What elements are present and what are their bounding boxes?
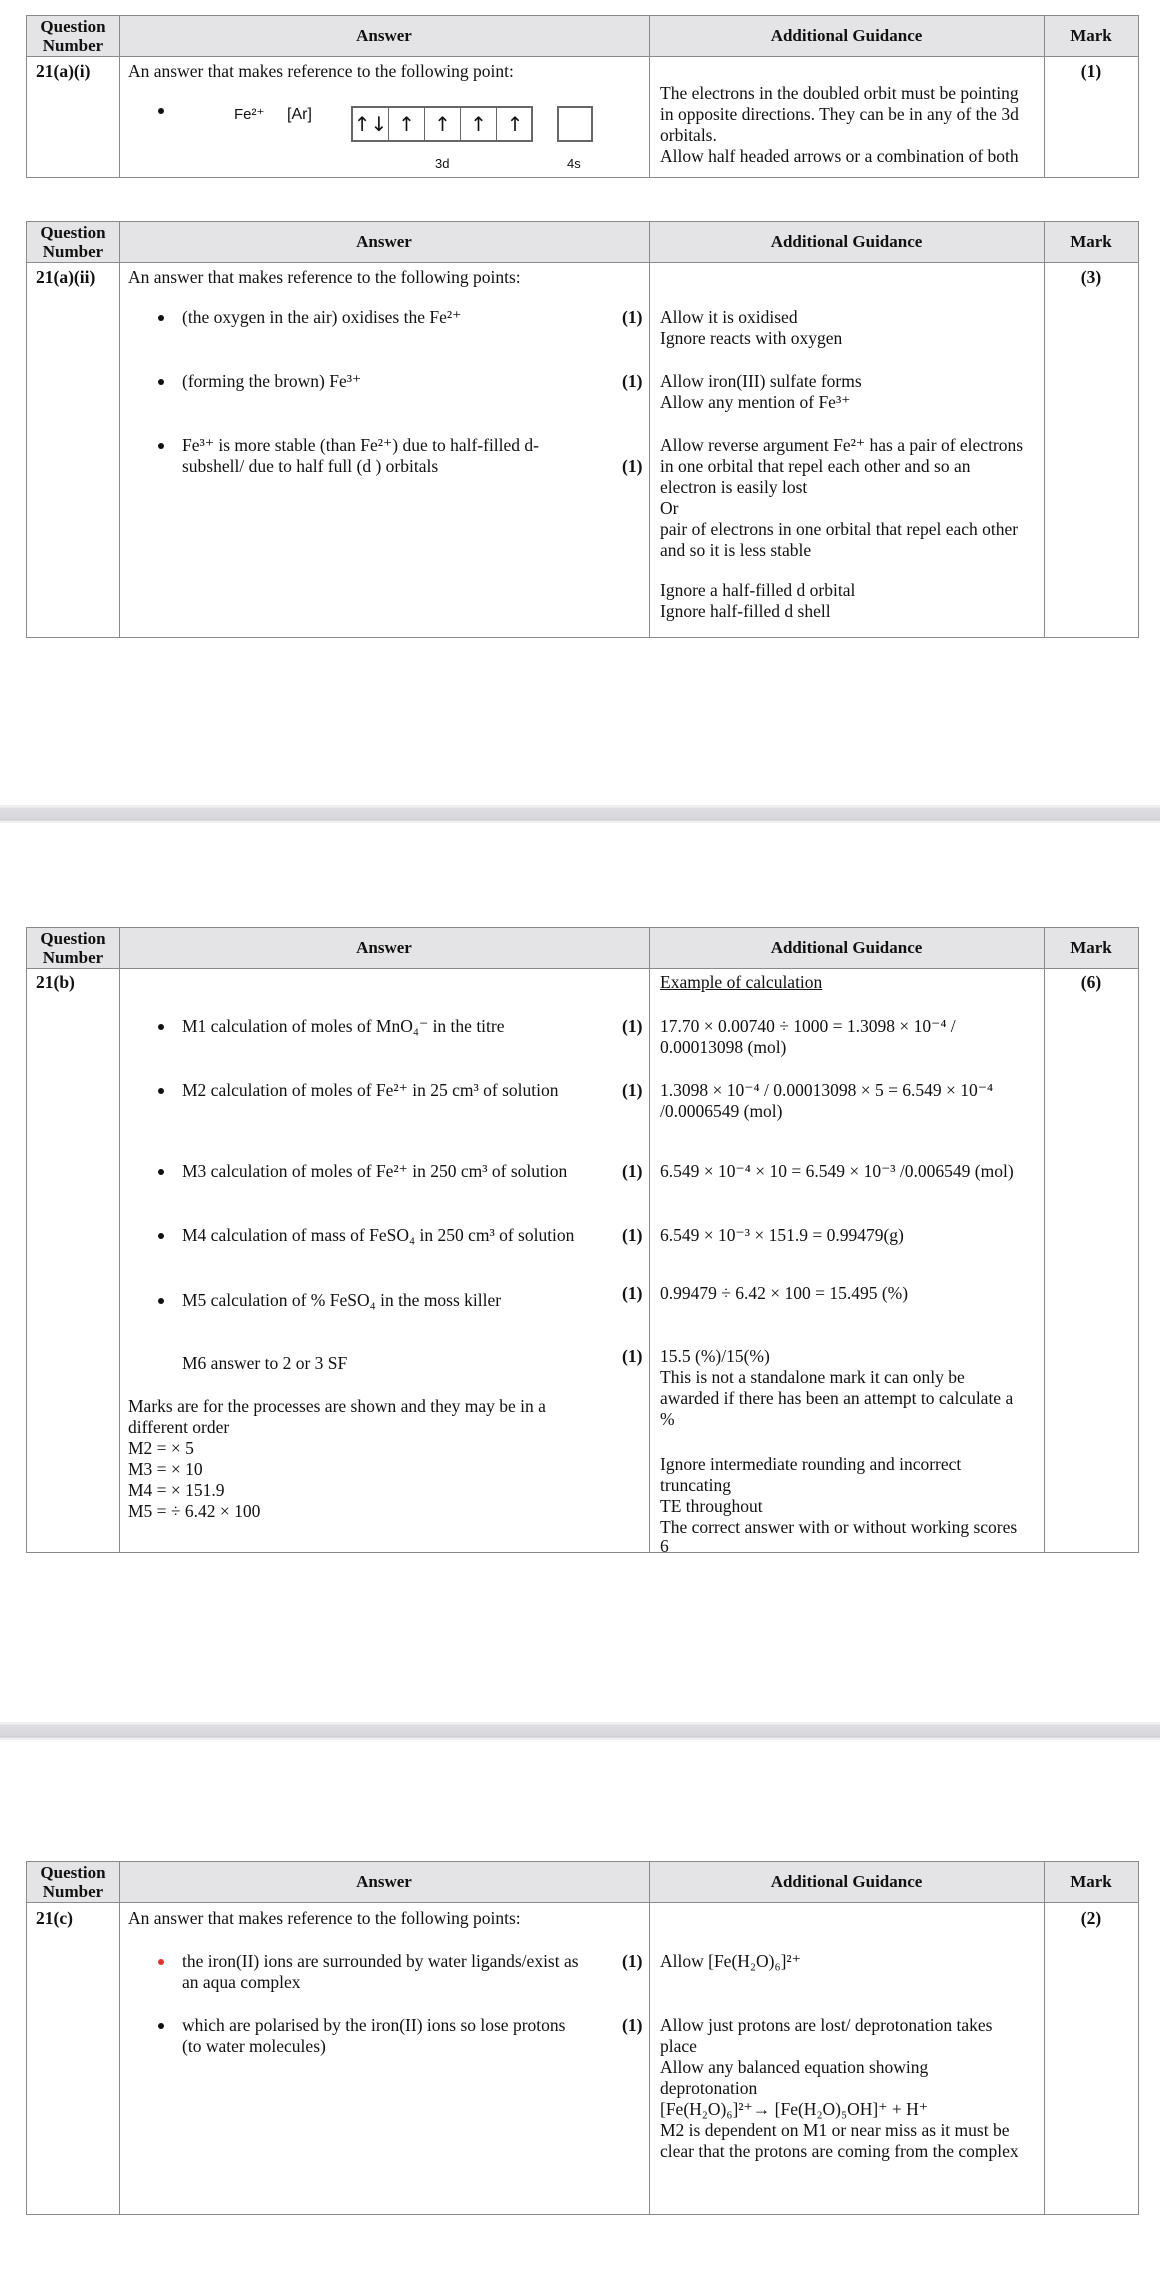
orbital-box: ↑ [425,108,461,140]
point-mark: (1) [622,307,643,327]
header-guidance: Additional Guidance [770,938,923,957]
column-divider [649,16,650,177]
column-divider [119,1862,120,2214]
bullet-icon-red [158,1959,164,1965]
header-question-number [27,1863,119,1901]
answer-point: (forming the brown) Fe³⁺ [182,371,362,391]
guidance-line: 6.549 × 10⁻⁴ × 10 = 6.549 × 10⁻³ /0.006549 (mol) [660,1161,1014,1181]
answer-intro: An answer that makes reference to the following points: [128,267,521,287]
guidance-line: Allow half headed arrows or a combination of both [660,146,1019,166]
header-label: Question [40,223,106,242]
guidance-line: The electrons in the doubled orbit must be pointing [660,83,1019,103]
answer-point: the iron(II) ions are surrounded by water ligands/exist as [182,1951,579,1971]
guidance-line: 0.00013098 (mol) [660,1037,787,1057]
note-line: Marks are for the processes are shown and they may be in a [128,1396,546,1416]
ion-label: Fe²⁺ [234,106,265,123]
guidance-line: 6 [660,1536,669,1556]
answer-point: M4 calculation of mass of FeSO₄ in 250 cm³ of solution [182,1225,575,1245]
header-label: Number [42,36,104,55]
mark-total: (2) [1080,1908,1102,1928]
header-label: Question [40,929,106,948]
orbital-box: ↑↓ [353,108,389,140]
question-number: 21(c) [36,1908,73,1928]
guidance-line: in opposite directions. They can be in any of the 3d [660,104,1019,124]
table-header [27,222,1138,263]
guidance-line: in one orbital that repel each other and so an [660,456,971,476]
guidance-line: and so it is less stable [660,540,812,560]
guidance-line: 6.549 × 10⁻³ × 151.9 = 0.99479(g) [660,1225,904,1245]
note-line: M3 = × 10 [128,1459,203,1479]
table-header [27,16,1138,57]
header-guidance: Additional Guidance [770,232,923,251]
header-label: Number [42,1882,104,1901]
column-divider [649,222,650,637]
column-divider [649,928,650,1552]
guidance-line: Allow iron(III) sulfate forms [660,371,862,391]
guidance-line: The correct answer with or without working scores [660,1517,1018,1537]
point-mark: (1) [622,1080,643,1100]
bullet-icon [158,315,164,321]
bullet-icon [158,1298,164,1304]
mark-table-21ai [26,15,1139,178]
mark-table-21c [26,1861,1139,2215]
header-answer: Answer [356,1872,412,1891]
bullet-icon [158,379,164,385]
page-separator [0,1722,1160,1740]
guidance-line: This is not a standalone mark it can only be [660,1367,965,1387]
bullet-icon [158,1233,164,1239]
guidance-line: 0.99479 ÷ 6.42 × 100 = 15.495 (%) [660,1283,909,1303]
guidance-line: TE throughout [660,1496,763,1516]
point-mark: (1) [622,1283,643,1303]
guidance-line: % [660,1409,675,1429]
guidance-line: Ignore reacts with oxygen [660,328,843,348]
page-separator [0,805,1160,823]
guidance-line: 15.5 (%)/15(%) [660,1346,770,1366]
header-question-number [27,223,119,261]
guidance-line: [Fe(H₂O)₆]²⁺→ [Fe(H₂O)₅OH]⁺ + H⁺ [660,2099,928,2119]
point-mark: (1) [622,1016,643,1036]
header-mark: Mark [1070,232,1112,251]
guidance-line: orbitals. [660,125,717,145]
orbital-3d-boxes [351,106,533,142]
core-label: [Ar] [287,106,312,123]
guidance-line: M2 is dependent on M1 or near miss as it must be [660,2120,1010,2140]
guidance-line: Allow any mention of Fe³⁺ [660,392,851,412]
mark-total: (1) [1080,61,1102,81]
header-guidance: Additional Guidance [770,1872,923,1891]
column-divider [119,928,120,1552]
guidance-line: Ignore a half-filled d orbital [660,580,856,600]
guidance-line: Or [660,498,679,518]
header-answer: Answer [356,938,412,957]
point-mark: (1) [622,1225,643,1245]
bullet-icon [158,1024,164,1030]
header-label: Number [42,948,104,967]
header-mark: Mark [1070,26,1112,45]
header-answer: Answer [356,26,412,45]
answer-point: M3 calculation of moles of Fe²⁺ in 250 cm³ of solution [182,1161,568,1181]
header-answer: Answer [356,232,412,251]
answer-point: Fe³⁺ is more stable (than Fe²⁺) due to half-filled d- [182,435,539,455]
note-line: M4 = × 151.9 [128,1480,225,1500]
guidance-line: pair of electrons in one orbital that repel each other [660,519,1019,539]
note-line: different order [128,1417,230,1437]
table-header [27,1862,1138,1903]
header-guidance: Additional Guidance [770,26,923,45]
question-number: 21(a)(i) [36,61,91,81]
guidance-line: deprotonation [660,2078,758,2098]
answer-point: which are polarised by the iron(II) ions so lose protons [182,2015,566,2035]
guidance-line: truncating [660,1475,731,1495]
mark-total: (6) [1080,972,1102,992]
guidance-line: awarded if there has been an attempt to calculate a [660,1388,1014,1408]
bullet-icon [158,2023,164,2029]
point-mark: (1) [622,1951,643,1971]
point-mark: (1) [622,1346,643,1366]
label-3d: 3d [435,156,450,171]
guidance-line: Allow just protons are lost/ deprotonation takes [660,2015,993,2035]
column-divider [119,222,120,637]
header-mark: Mark [1070,1872,1112,1891]
bullet-icon [158,108,164,114]
column-divider [119,16,120,177]
column-divider [649,1862,650,2214]
guidance-line: 1.3098 × 10⁻⁴ / 0.00013098 × 5 = 6.549 × 10⁻⁴ [660,1080,994,1100]
answer-intro: An answer that makes reference to the following point: [128,61,514,81]
bullet-icon [158,443,164,449]
bullet-icon [158,1088,164,1094]
point-mark: (1) [622,1161,643,1181]
guidance-line: Ignore half-filled d shell [660,601,831,621]
guidance-line: Ignore intermediate rounding and incorrect [660,1454,962,1474]
note-line: M5 = ÷ 6.42 × 100 [128,1501,261,1521]
answer-point: an aqua complex [182,1972,301,1992]
note-line: M2 = × 5 [128,1438,194,1458]
mark-table-21b [26,927,1139,1556]
header-question-number [27,929,119,967]
header-label: Number [42,242,104,261]
header-question-number [27,17,119,55]
point-mark: (1) [622,456,643,476]
answer-point: M2 calculation of moles of Fe²⁺ in 25 cm³ of solution [182,1080,559,1100]
header-label: Question [40,1863,106,1882]
guidance-line: 17.70 × 0.00740 ÷ 1000 = 1.3098 × 10⁻⁴ / [660,1016,956,1036]
answer-intro: An answer that makes reference to the following points: [128,1908,521,1928]
guidance-line: electron is easily lost [660,477,808,497]
orbital-box: ↑ [389,108,425,140]
orbital-4s-box [557,106,593,142]
answer-point: (the oxygen in the air) oxidises the Fe²⁺ [182,307,462,327]
answer-point: subshell/ due to half full (d ) orbitals [182,456,439,476]
guidance-line: place [660,2036,697,2056]
guidance-line: /0.0006549 (mol) [660,1101,783,1121]
answer-point: (to water molecules) [182,2036,326,2056]
mark-total: (3) [1080,267,1102,287]
label-4s: 4s [567,156,581,171]
guidance-line: Allow it is oxidised [660,307,798,327]
point-mark: (1) [622,371,643,391]
point-mark: (1) [622,2015,643,2035]
answer-point: M5 calculation of % FeSO₄ in the moss killer [182,1290,502,1310]
question-number: 21(b) [36,972,75,992]
question-number: 21(a)(ii) [36,267,96,287]
bullet-icon [158,1169,164,1175]
header-label: Question [40,17,106,36]
answer-point: M6 answer to 2 or 3 SF [182,1353,348,1373]
header-mark: Mark [1070,938,1112,957]
guidance-line: Allow [Fe(H₂O)₆]²⁺ [660,1951,801,1971]
guidance-line: Allow any balanced equation showing [660,2057,929,2077]
column-divider [1044,928,1045,1552]
guidance-line: clear that the protons are coming from the complex [660,2141,1019,2161]
column-divider [1044,16,1045,177]
example-heading: Example of calculation [660,972,823,992]
mark-table-21aii [26,221,1139,638]
orbital-box: ↑ [461,108,497,140]
table-header [27,928,1138,969]
answer-point: M1 calculation of moles of MnO₄⁻ in the titre [182,1016,505,1036]
orbital-box: ↑ [506,112,524,136]
guidance-line: Allow reverse argument Fe²⁺ has a pair of electrons [660,435,1024,455]
